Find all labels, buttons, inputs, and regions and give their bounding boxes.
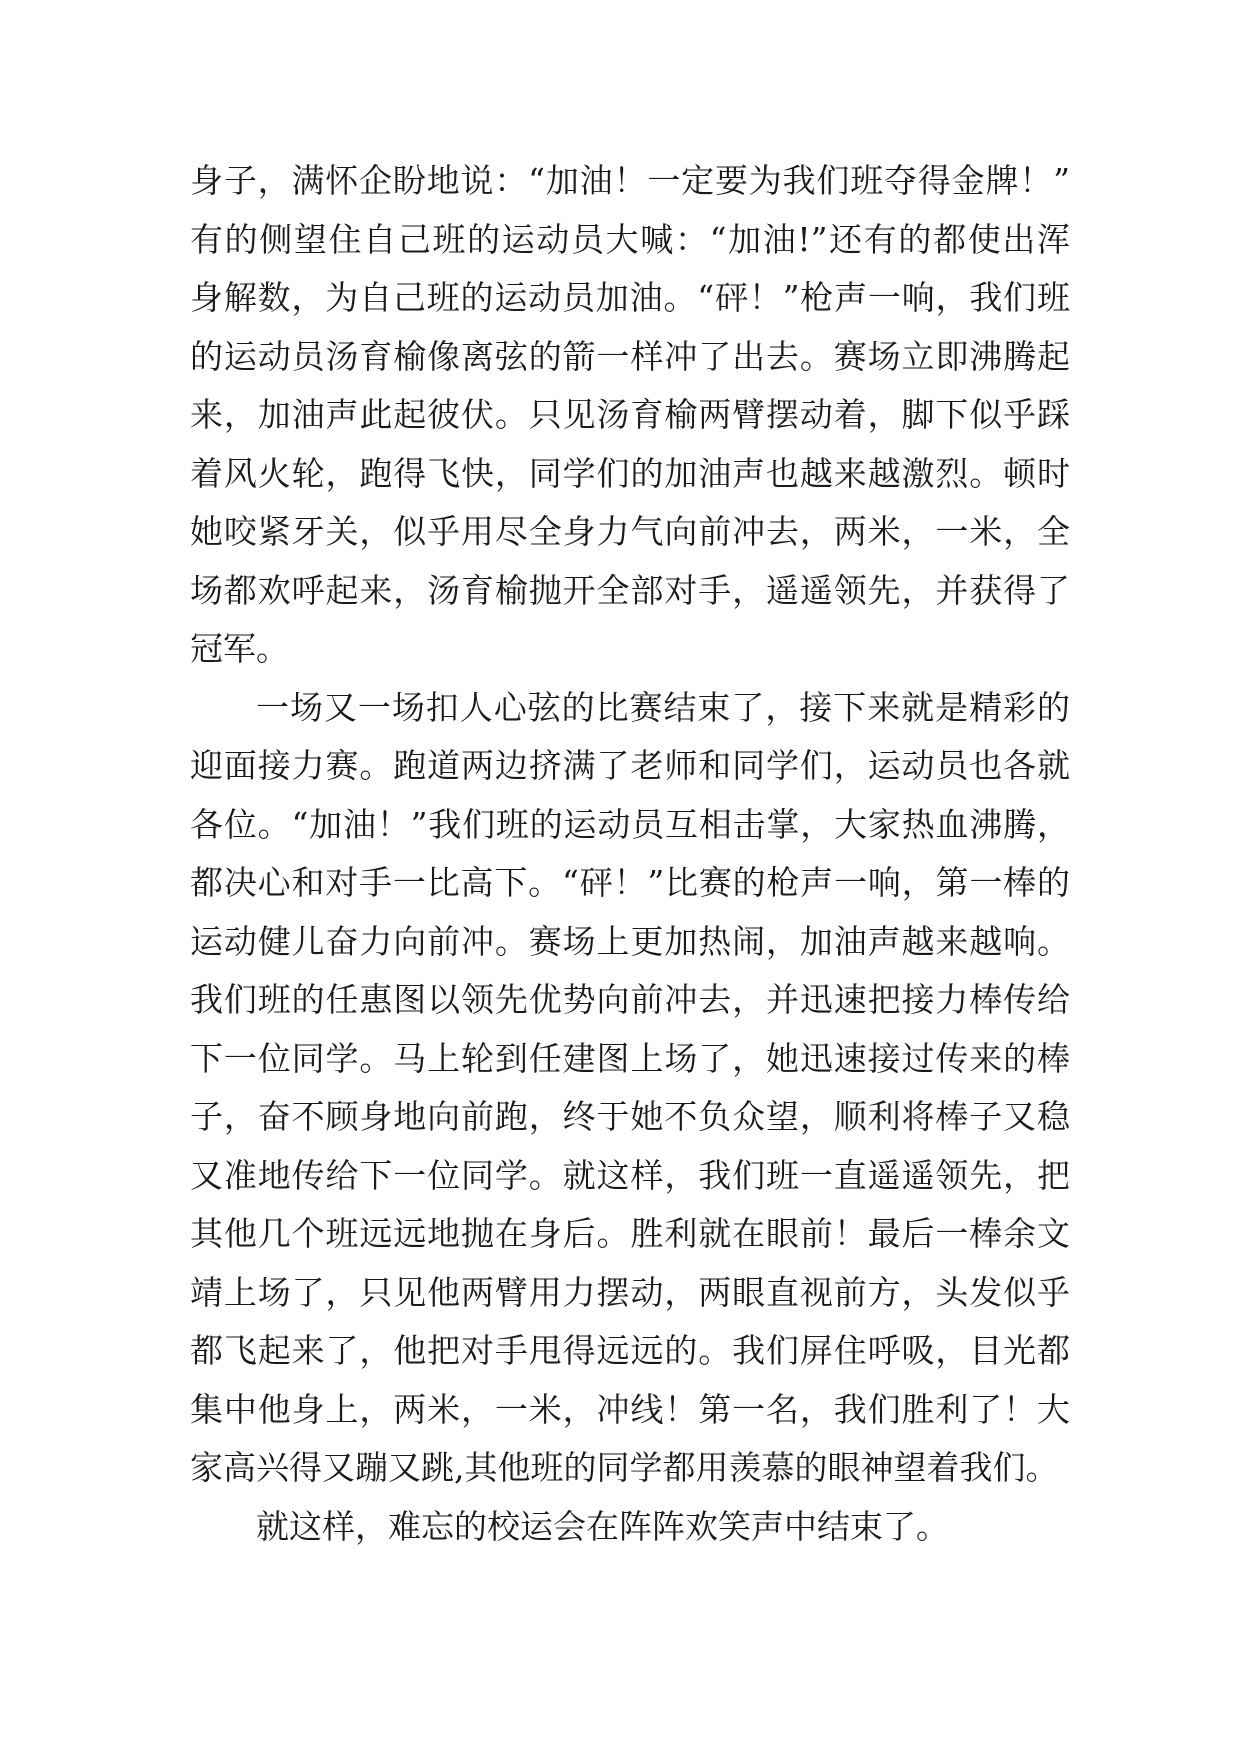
text-line: 着风火轮，跑得飞快，同学们的加油声也越来越激烈。顿时 — [190, 453, 1070, 493]
text-line: 就这样，难忘的校运会在阵阵欢笑声中结束了。 — [256, 1506, 949, 1546]
text-line: 下一位同学。马上轮到任建图上场了，她迅速接过传来的棒 — [190, 1038, 1070, 1078]
text-line: 一场又一场扣人心弦的比赛结束了，接下来就是精彩的 — [256, 687, 1070, 727]
body-text — [190, 152, 1070, 1556]
text-line: 各位。“加油！”我们班的运动员互相击掌，大家热血沸腾， — [190, 804, 1070, 844]
text-line: 来，加油声此起彼伏。只见汤育榆两臂摆动着，脚下似乎踩 — [190, 395, 1070, 434]
paragraph-1 — [190, 152, 1070, 679]
text-line: 她咬紧牙关，似乎用尽全身力气向前冲去，两米，一米，全 — [190, 512, 1070, 551]
text-line: 又准地传给下一位同学。就这样，我们班一直遥遥领先，把 — [190, 1155, 1070, 1195]
text-line: 的运动员汤育榆像离弦的箭一样冲了出去。赛场立即沸腾起 — [190, 336, 1070, 376]
text-line: 我们班的任惠图以领先优势向前冲去，并迅速把接力棒传给 — [190, 980, 1070, 1019]
text-line: 都决心和对手一比高下。“砰！”比赛的枪声一响，第一棒的 — [190, 863, 1070, 902]
text-line: 场都欢呼起来，汤育榆抛开全部对手，遥遥领先，并获得了 — [190, 570, 1070, 610]
text-line: 有的侧望住自己班的运动员大喊：“加油!”还有的都使出浑 — [190, 219, 1070, 259]
text-line: 集中他身上，两米，一米，冲线！第一名，我们胜利了！大 — [190, 1389, 1070, 1429]
text-line: 身子，满怀企盼地说：“加油！一定要为我们班夺得金牌！” — [190, 161, 1070, 200]
text-line: 冠军。 — [190, 629, 289, 668]
text-line: 其他几个班远远地抛在身后。胜利就在眼前！最后一棒余文 — [190, 1214, 1070, 1253]
text-line: 都飞起来了，他把对手甩得远远的。我们屏住呼吸，目光都 — [190, 1331, 1070, 1370]
paragraph-3 — [190, 1498, 1070, 1557]
text-line: 家高兴得又蹦又跳,其他班的同学都用羡慕的眼神望着我们。 — [190, 1448, 1059, 1487]
paragraph-2 — [190, 679, 1070, 1498]
text-line: 迎面接力赛。跑道两边挤满了老师和同学们，运动员也各就 — [190, 746, 1070, 785]
text-line: 靖上场了，只见他两臂用力摆动，两眼直视前方，头发似乎 — [190, 1272, 1070, 1312]
text-line: 运动健儿奋力向前冲。赛场上更加热闹，加油声越来越响。 — [190, 921, 1070, 961]
text-line: 身解数，为自己班的运动员加油。“砰！”枪声一响，我们班 — [190, 278, 1070, 317]
text-line: 子，奋不顾身地向前跑，终于她不负众望，顺利将棒子又稳 — [190, 1097, 1070, 1136]
